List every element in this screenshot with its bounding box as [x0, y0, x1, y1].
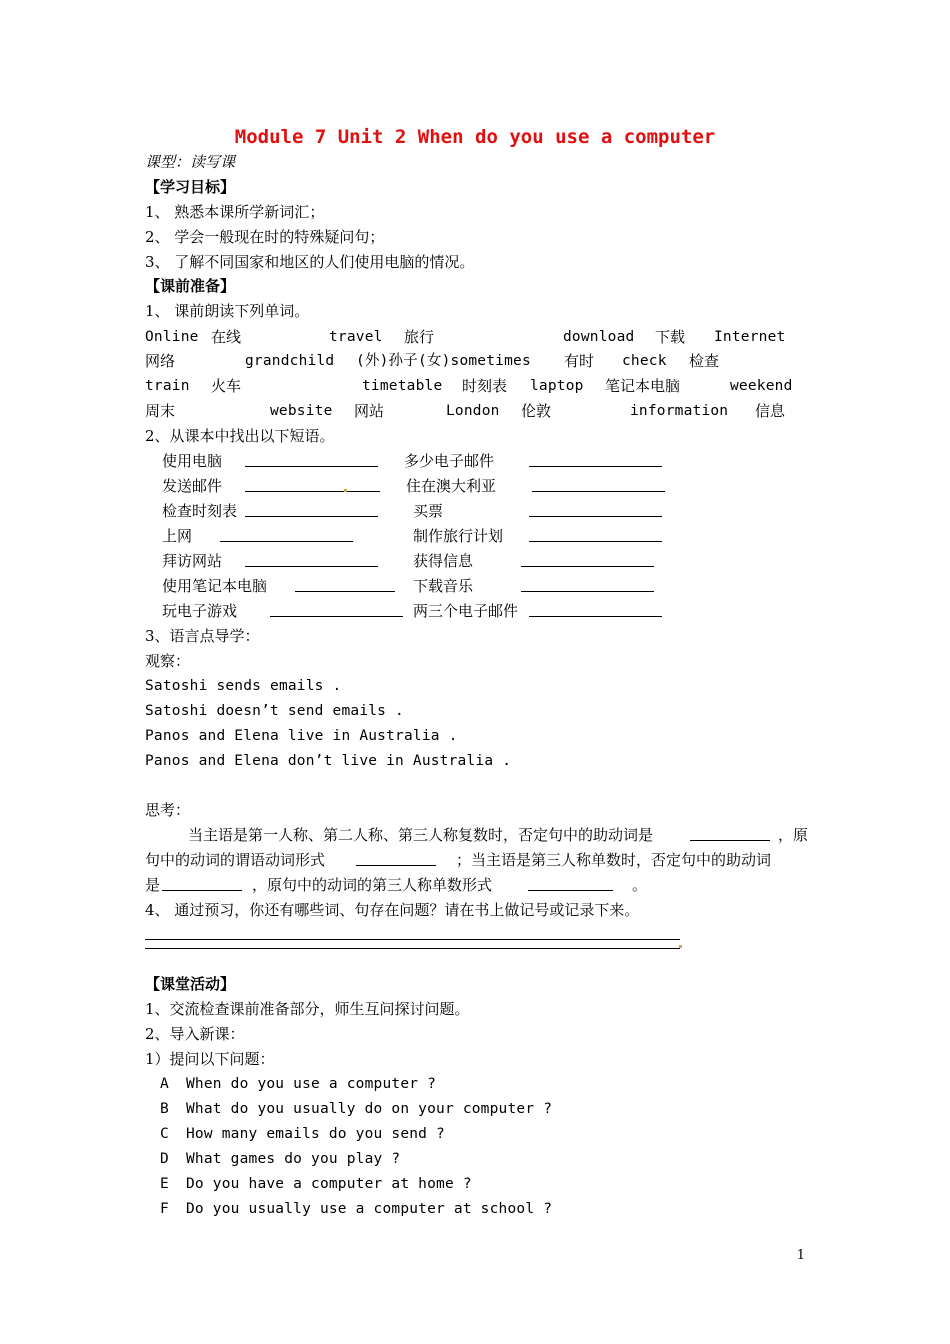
question-text: What games do you play ? — [186, 1151, 401, 1167]
page-number: 1 — [796, 1248, 805, 1263]
vocab-word: timetable — [362, 378, 443, 394]
example-sentence: Satoshi doesn’t send emails . — [145, 703, 404, 719]
phrase-label: 发送邮件 — [162, 477, 223, 495]
vocab-word: Online — [145, 329, 199, 345]
phrase-label: 使用笔记本电脑 — [162, 577, 268, 595]
vocab-word: download — [563, 329, 635, 345]
vocab-meaning: 网站 — [354, 402, 385, 420]
question-text: Do you have a computer at home ? — [186, 1176, 472, 1192]
phrase-label: 多少电子邮件 — [404, 452, 495, 470]
prep-question-4: 4、 通过预习，你还有哪些词、句存在问题？请在书上做记号或记录下来。 — [145, 901, 640, 919]
vocab-meaning: 信息 — [755, 402, 786, 420]
class-item: 2、导入新课： — [145, 1025, 245, 1043]
vocab-meaning: 在线 — [211, 328, 242, 346]
answer-blank[interactable] — [245, 502, 378, 517]
page-title: Module 7 Unit 2 When do you use a computer — [234, 126, 716, 148]
prep-question-2: 2、从课本中找出以下短语。 — [145, 427, 335, 445]
phrase-label: 玩电子游戏 — [162, 602, 238, 620]
answer-blank[interactable] — [162, 876, 242, 891]
prep-question-1: 1、 课前朗读下列单词。 — [145, 302, 310, 320]
phrase-label: 两三个电子邮件 — [413, 602, 519, 620]
answer-blank[interactable] — [532, 477, 665, 492]
example-sentence: Satoshi sends emails . — [145, 678, 342, 694]
vocab-meaning: 伦敦 — [521, 402, 552, 420]
phrase-label: 上网 — [162, 527, 193, 545]
question-letter: D — [160, 1151, 169, 1167]
answer-blank[interactable] — [245, 452, 378, 467]
vocab-meaning: 周末 — [145, 402, 176, 420]
prep-heading: 【课前准备】 — [145, 277, 236, 295]
phrase-label: 下载音乐 — [413, 577, 474, 595]
prep-question-3: 3、语言点导学： — [145, 627, 260, 645]
think-label: 思考： — [145, 801, 191, 819]
phrase-label: 买票 — [413, 502, 444, 520]
vocab-word: Internet — [714, 329, 786, 345]
answer-blank[interactable] — [245, 552, 378, 567]
goal-item: 3、 了解不同国家和地区的人们使用电脑的情况。 — [145, 253, 475, 271]
answer-blank[interactable] — [270, 602, 403, 617]
question-letter: A — [160, 1076, 169, 1092]
answer-blank[interactable] — [529, 502, 662, 517]
question-text: When do you use a computer ? — [186, 1076, 437, 1092]
think-text: ，原句中的动词的第三人称单数形式 — [252, 876, 493, 894]
vocab-word: travel — [329, 329, 383, 345]
answer-line[interactable] — [145, 939, 680, 940]
answer-blank[interactable] — [295, 577, 395, 592]
question-text: How many emails do you send ? — [186, 1126, 445, 1142]
vocab-meaning: 火车 — [211, 377, 242, 395]
phrase-label: 制作旅行计划 — [413, 527, 504, 545]
answer-blank[interactable] — [220, 527, 353, 542]
answer-blank[interactable] — [521, 552, 654, 567]
answer-blank[interactable] — [528, 876, 613, 891]
question-text: Do you usually use a computer at school ? — [186, 1201, 553, 1217]
question-text: What do you usually do on your computer ? — [186, 1101, 553, 1117]
vocab-word: check — [622, 353, 667, 369]
scan-mark — [344, 489, 347, 492]
goal-item: 1、 熟悉本课所学新词汇； — [145, 203, 325, 221]
goals-heading: 【学习目标】 — [145, 178, 236, 196]
class-item: 1）提问以下问题： — [145, 1050, 275, 1068]
think-text: 当主语是第一人称、第二人称、第三人称复数时，否定句中的助动词是 — [188, 826, 654, 844]
vocab-word: train — [145, 378, 190, 394]
example-sentence: Panos and Elena don’t live in Australia . — [145, 753, 512, 769]
answer-blank[interactable] — [529, 527, 662, 542]
vocab-word: laptop — [530, 378, 584, 394]
vocab-meaning: 下载 — [655, 328, 686, 346]
think-text: ，原 — [778, 826, 809, 844]
phrase-label: 使用电脑 — [162, 452, 223, 470]
vocab-word: London — [446, 403, 500, 419]
example-sentence: Panos and Elena live in Australia . — [145, 728, 458, 744]
vocab-meaning: 网络 — [145, 352, 176, 370]
goal-item: 2、 学会一般现在时的特殊疑问句； — [145, 228, 385, 246]
phrase-label: 检查时刻表 — [162, 502, 238, 520]
question-letter: C — [160, 1126, 169, 1142]
vocab-word: website — [270, 403, 333, 419]
class-item: 1、交流检查课前准备部分，师生互问探讨问题。 — [145, 1000, 470, 1018]
vocab-word: weekend — [730, 378, 793, 394]
observe-label: 观察： — [145, 652, 191, 670]
answer-blank[interactable] — [529, 452, 662, 467]
vocab-meaning: 笔记本电脑 — [605, 377, 681, 395]
think-text: 是 — [145, 876, 161, 894]
question-letter: E — [160, 1176, 169, 1192]
question-letter: F — [160, 1201, 169, 1217]
answer-blank[interactable] — [356, 851, 436, 866]
vocab-word: information — [630, 403, 729, 419]
answer-blank[interactable] — [245, 477, 380, 492]
vocab-meaning: 时刻表 — [462, 377, 508, 395]
class-heading: 【课堂活动】 — [145, 975, 236, 993]
think-text: 句中的动词的谓语动词形式 — [145, 851, 326, 869]
question-letter: B — [160, 1101, 169, 1117]
phrase-label: 拜访网站 — [162, 552, 223, 570]
answer-blank[interactable] — [529, 602, 662, 617]
answer-blank[interactable] — [690, 826, 770, 841]
answer-line[interactable] — [145, 948, 680, 949]
lesson-type: 课型：读写课 — [145, 153, 236, 171]
think-text: 。 — [632, 876, 648, 894]
vocab-meaning: 有时 — [564, 352, 595, 370]
scan-mark — [679, 945, 682, 948]
vocab-meaning: 检查 — [689, 352, 720, 370]
vocab-meaning: 旅行 — [404, 328, 435, 346]
phrase-label: 住在澳大利亚 — [406, 477, 497, 495]
answer-blank[interactable] — [521, 577, 654, 592]
vocab-word: (外)孙子(女)sometimes — [356, 353, 531, 369]
phrase-label: 获得信息 — [413, 552, 474, 570]
think-text: ；当主语是第三人称单数时，否定句中的助动词 — [456, 851, 772, 869]
vocab-word: grandchild — [245, 353, 335, 369]
